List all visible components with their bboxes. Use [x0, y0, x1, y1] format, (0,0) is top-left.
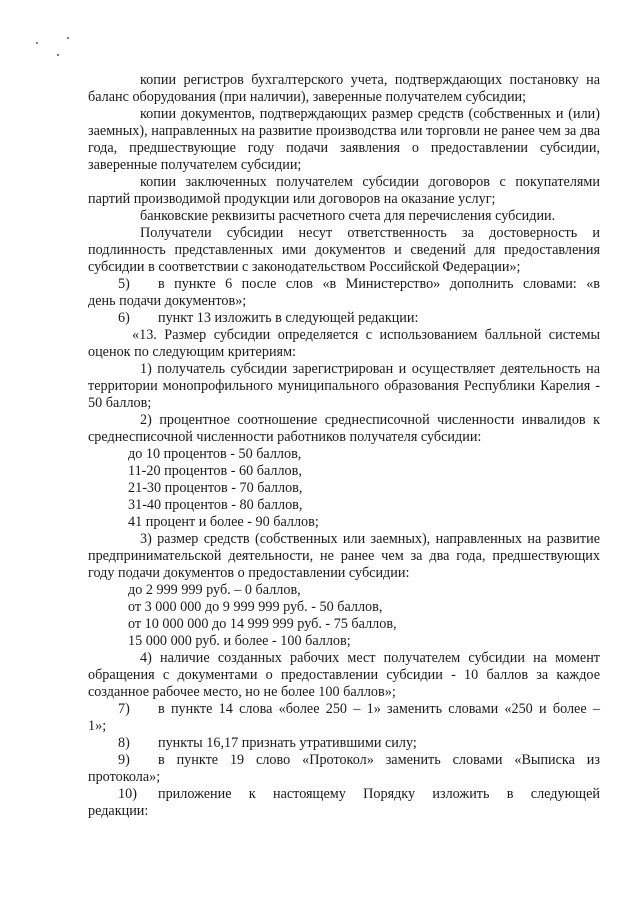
item-continuation: протокола»; [88, 769, 161, 785]
item-text: приложение к настоящему Порядку изложить в следующей [158, 786, 600, 802]
list-item: от 10 000 000 до 14 999 999 руб. - 75 баллов, [128, 616, 397, 632]
paragraph: копии заключенных получателем субсидии договоров с покупателями партий производимой продукции или договоров на оказание услуг; [88, 174, 600, 207]
list-item: 31-40 процентов - 80 баллов, [128, 497, 303, 513]
list-item-7 [118, 701, 600, 718]
paragraph: «13. Размер субсидии определяется с использованием балльной системы оценок по следующим критериям: [88, 327, 600, 360]
item-text: в пункте 6 после слов «в Министерство» дополнить словами: «в [158, 276, 600, 292]
item-continuation: редакции: [88, 803, 149, 819]
list-item: 41 процент и более - 90 баллов; [128, 514, 319, 530]
criterion-3-list [88, 582, 600, 650]
criterion-3: 3) размер средств (собственных или заемных), направленных на развитие предпринимательской деятельности, не ранее чем за два года, предшествующих году подачи документов о предоставлении субсидии: [88, 531, 600, 581]
list-item: до 10 процентов - 50 баллов, [128, 446, 302, 462]
item-number: 7) [118, 701, 130, 717]
item-text: в пункте 14 слова «более 250 – 1» заменить словами «250 и более – [158, 701, 600, 717]
item-text: пункты 16,17 признать утратившими силу; [158, 735, 417, 751]
list-item: 11-20 процентов - 60 баллов, [128, 463, 302, 479]
criterion-2-list [88, 446, 600, 531]
item-number: 8) [118, 735, 130, 751]
list-item: до 2 999 999 руб. – 0 баллов, [128, 582, 301, 598]
paragraph: банковские реквизиты расчетного счета для перечисления субсидии. [140, 208, 556, 224]
scan-speck [36, 42, 38, 44]
document-text [88, 72, 600, 820]
item-text: пункт 13 изложить в следующей редакции: [158, 310, 419, 326]
scan-speck [57, 54, 59, 56]
criterion-1: 1) получатель субсидии зарегистрирован и осуществляет деятельность на территории монопрофильного муниципального образования Республики Карелия - 50 баллов; [88, 361, 600, 411]
paragraph: копии регистров бухгалтерского учета, подтверждающих постановку на баланс оборудования (при наличии), заверенные получателем субсидии; [88, 72, 600, 105]
item-number: 6) [118, 310, 130, 326]
list-item-6 [118, 310, 600, 327]
list-item: 15 000 000 руб. и более - 100 баллов; [128, 633, 351, 649]
item-text: в пункте 19 слово «Протокол» заменить словами «Выписка из [158, 752, 600, 768]
item-continuation: 1»; [88, 718, 107, 734]
item-number: 5) [118, 276, 130, 292]
paragraph: копии документов, подтверждающих размер средств (собственных и (или) заемных), направленных на развитие производства или торговли не ранее чем за два года, предшествующие году подачи заявления о предоставлении субсидии, заверенные получателем субсидии; [88, 106, 600, 173]
scan-speck [67, 37, 69, 39]
item-number: 9) [118, 752, 130, 768]
list-item-5 [118, 276, 600, 293]
list-item: 21-30 процентов - 70 баллов, [128, 480, 303, 496]
list-item-9 [118, 752, 600, 769]
item-number: 10) [118, 786, 137, 802]
list-item-8 [118, 735, 600, 752]
item-continuation: день подачи документов»; [88, 293, 247, 309]
list-item: от 3 000 000 до 9 999 999 руб. - 50 баллов, [128, 599, 383, 615]
criterion-4: 4) наличие созданных рабочих мест получателем субсидии на момент обращения с документами о предоставлении субсидии - 10 баллов за каждое созданное рабочее место, но не более 100 баллов»; [88, 650, 600, 700]
list-item-10 [118, 786, 600, 803]
paragraph: Получатели субсидии несут ответственность за достоверность и подлинность представленных ими документов и сведений для предоставления субсидии в соответствии с законодательством Российской Федерации»; [88, 225, 600, 275]
criterion-2: 2) процентное соотношение среднесписочной численности инвалидов к среднесписочной численности работников получателя субсидии: [88, 412, 600, 445]
